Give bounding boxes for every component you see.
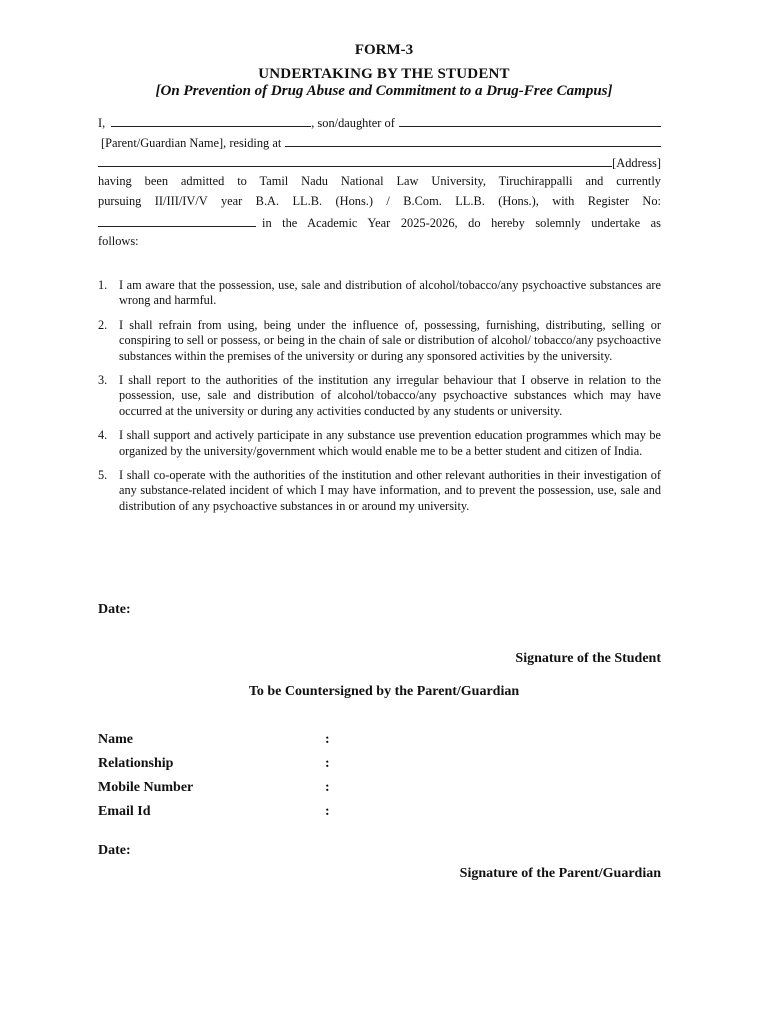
declaration-line-3 (98, 154, 661, 174)
field-label: Relationship (98, 756, 174, 771)
student-date-label: Date: (98, 602, 131, 617)
list-item (98, 373, 661, 419)
field-colon: : (325, 756, 330, 771)
list-item-number: 4. (98, 428, 108, 443)
parent-details-fields (98, 732, 345, 828)
declaration-line-1 (98, 114, 661, 134)
academic-year-text: in the Academic Year 2025-2026, do hereby solemnly undertake as (262, 216, 661, 230)
address-blank-1[interactable] (285, 134, 661, 147)
declaration-line-2 (98, 134, 661, 154)
parent-signature-label: Signature of the Parent/Guardian (459, 866, 661, 881)
parent-mobile-field[interactable] (98, 780, 345, 804)
declaration-paragraph (98, 114, 661, 254)
list-item (98, 318, 661, 364)
countersign-heading: To be Countersigned by the Parent/Guardian (248, 684, 520, 699)
list-item-number: 1. (98, 278, 108, 292)
list-item-number: 3. (98, 373, 108, 388)
parent-name-field[interactable] (98, 732, 345, 756)
declaration-line-5: pursuing II/III/IV/V year B.A. LL.B. (Hons.) / B.Com. LL.B. (Hons.), with Register No: (98, 194, 661, 208)
field-label: Email Id (98, 804, 151, 819)
declaration-prefix: I, (98, 116, 106, 130)
list-item-text: I am aware that the possession, use, sale and distribution of alcohol/tobacco/any psychoactive substances are wrong and harmful. (119, 278, 661, 308)
student-name-blank[interactable] (111, 114, 311, 127)
parent-name-blank[interactable] (399, 114, 661, 127)
list-item-text: I shall refrain from using, being under the influence of, possessing, furnishing, distributing, selling or conspiring to sell or possess, or being in the chain of sale or distribution of alcohol/ tobacco/any psychoactive substances within the premises of the university or during any sponsored activities by the university. (119, 317, 661, 363)
list-item (98, 428, 661, 459)
list-item-number: 2. (98, 317, 108, 332)
field-colon: : (325, 804, 330, 819)
field-colon: : (325, 780, 330, 795)
register-number-blank[interactable] (98, 214, 256, 227)
list-item-number: 5. (98, 468, 108, 483)
residing-at-text: [Parent/Guardian Name], residing at (101, 136, 282, 150)
form-number: FORM-3 (354, 42, 414, 58)
form-subtitle: [On Prevention of Drug Abuse and Commitment to a Drug-Free Campus] (155, 83, 613, 99)
field-label: Name (98, 732, 133, 747)
declaration-line-6 (98, 214, 661, 234)
undertakings-list (98, 278, 661, 523)
student-signature-label: Signature of the Student (515, 651, 661, 666)
form-title: UNDERTAKING BY THE STUDENT (258, 66, 510, 82)
declaration-line-4: having been admitted to Tamil Nadu National Law University, Tiruchirappalli and currently (98, 174, 661, 188)
parent-relationship-field[interactable] (98, 756, 345, 780)
list-item-text: I shall support and actively participate in any substance use prevention education programmes which may be organized by the university/government which would enable me to be a better student and citizen of India. (119, 428, 661, 458)
list-item-text: I shall report to the authorities of the institution any irregular behaviour that I observe in relation to the possession, use, sale and distribution of alcohol/tobacco/any psychoactive substances which may have occurred at the university or during any activities conducted by any students or university. (119, 373, 661, 418)
declaration-line-7: follows: (98, 234, 139, 248)
list-item-text: I shall co-operate with the authorities of the institution and other relevant authorities in their investigation of any substance-related incident of which I may have information, and to prevent the possession, use, sale and distribution of any psychoactive substances in or around my university. (119, 468, 661, 513)
son-daughter-of-text: , son/daughter of (311, 116, 395, 130)
address-blank-2[interactable] (98, 154, 612, 167)
parent-email-field[interactable] (98, 804, 345, 828)
field-colon: : (325, 732, 330, 747)
parent-date-label: Date: (98, 843, 131, 858)
list-item (98, 468, 661, 514)
field-label: Mobile Number (98, 780, 194, 795)
address-label: [Address] (612, 156, 661, 170)
list-item (98, 278, 661, 309)
